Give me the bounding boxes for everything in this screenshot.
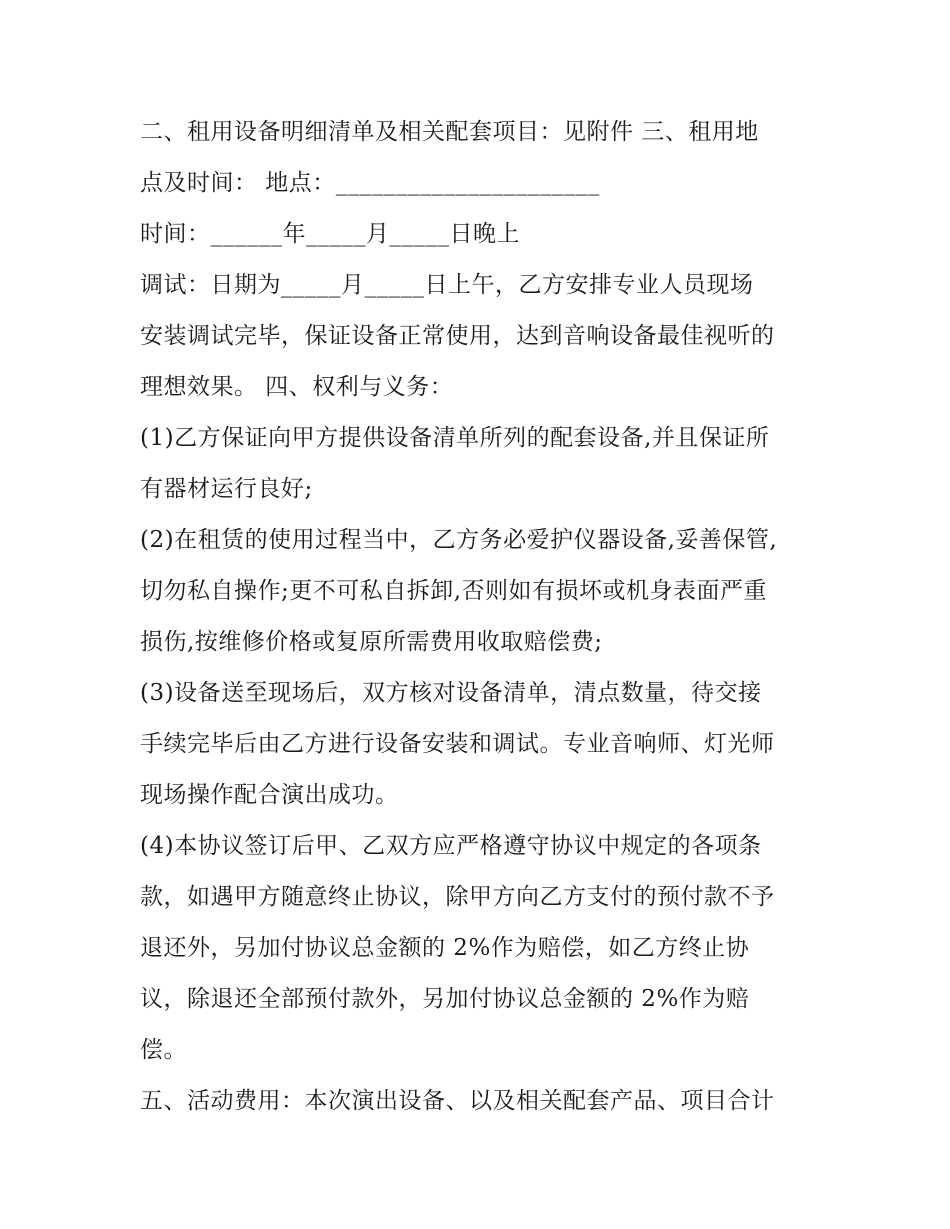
- text-line-11: 损伤,按维修价格或复原所需费用收取赔偿费;: [140, 629, 603, 655]
- text-line-19: 偿。: [140, 1037, 187, 1063]
- text-line-7: (1)乙方保证向甲方提供设备清单所列的配套设备,并且保证所: [140, 425, 770, 451]
- text-line-10: 切勿私自操作;更不可私自拆卸,否则如有损坏或机身表面严重: [140, 578, 768, 604]
- text-line-12: (3)设备送至现场后，双方核对设备清单，清点数量，待交接: [140, 680, 762, 706]
- text-line-6: 理想效果。 四、权利与义务：: [140, 374, 454, 400]
- text-line-2: 点及时间： 地点：______________________: [140, 170, 600, 196]
- text-line-5: 安装调试完毕，保证设备正常使用，达到音响设备最佳视听的: [140, 323, 775, 349]
- text-line-18: 议，除退还全部预付款外，另加付协议总金额的 2%作为赔: [140, 986, 750, 1012]
- text-line-14: 现场操作配合演出成功。: [140, 782, 399, 808]
- text-line-16: 款，如遇甲方随意终止协议，除甲方向乙方支付的预付款不予: [140, 884, 775, 910]
- text-line-4: 调试：日期为_____月_____日上午，乙方安排专业人员现场: [140, 272, 754, 298]
- text-line-8: 有器材运行良好;: [140, 476, 313, 502]
- text-line-20: 五、活动费用：本次演出设备、以及相关配套产品、项目合计: [140, 1088, 775, 1114]
- text-line-9: (2)在租赁的使用过程当中，乙方务必爱护仪器设备,妥善保管,: [140, 527, 778, 553]
- text-line-15: (4)本协议签订后甲、乙双方应严格遵守协议中规定的各项条: [140, 833, 762, 859]
- text-line-17: 退还外，另加付协议总金额的 2%作为赔偿，如乙方终止协: [140, 935, 750, 961]
- text-line-13: 手续完毕后由乙方进行设备安装和调试。专业音响师、灯光师: [140, 731, 775, 757]
- text-line-3: 时间：______年_____月_____日晚上: [140, 221, 520, 247]
- document-body: [140, 107, 820, 1127]
- text-line-1: 二、租用设备明细清单及相关配套项目：见附件 三、租用地: [140, 119, 759, 145]
